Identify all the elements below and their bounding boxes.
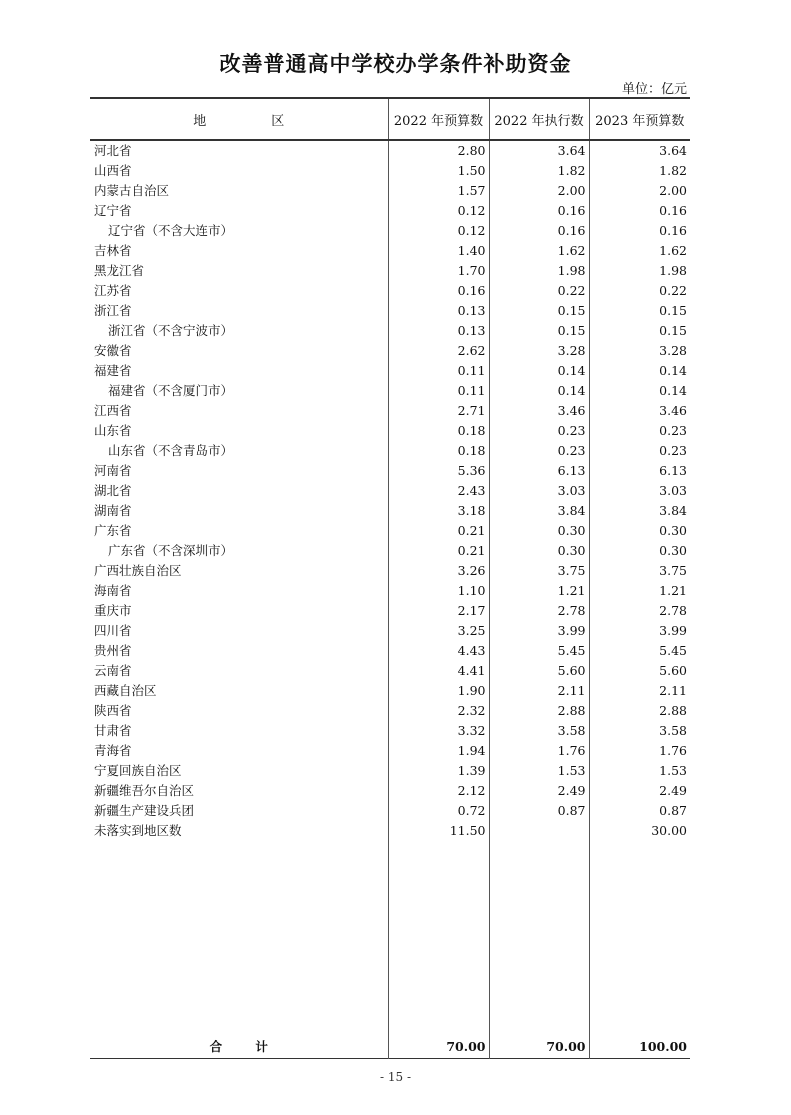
budget-2022-cell: 5.36 <box>388 461 489 481</box>
region-cell: 辽宁省（不含大连市） <box>108 223 234 238</box>
budget-2023-cell: 1.62 <box>589 241 690 261</box>
budget-2023-cell: 2.11 <box>589 681 690 701</box>
table-row <box>90 301 690 321</box>
total-2023-budget: 100.00 <box>589 1036 690 1059</box>
table-header <box>90 98 690 140</box>
budget-2022-cell: 0.11 <box>388 361 489 381</box>
budget-2023-cell: 30.00 <box>589 821 690 841</box>
budget-2023-cell: 3.75 <box>589 561 690 581</box>
table-row <box>90 601 690 621</box>
actual-2022-cell: 0.16 <box>489 221 589 241</box>
actual-2022-cell: 0.30 <box>489 521 589 541</box>
actual-2022-cell: 1.62 <box>489 241 589 261</box>
region-cell: 重庆市 <box>94 603 132 618</box>
budget-2023-cell: 3.84 <box>589 501 690 521</box>
budget-2022-cell: 3.26 <box>388 561 489 581</box>
budget-2022-cell: 1.57 <box>388 181 489 201</box>
region-cell: 湖北省 <box>94 483 132 498</box>
table-row <box>90 201 690 221</box>
budget-2022-cell: 11.50 <box>388 821 489 841</box>
header-2022-budget: 2022 年预算数 <box>388 98 489 140</box>
total-2022-budget: 70.00 <box>388 1036 489 1059</box>
budget-2023-cell: 0.14 <box>589 381 690 401</box>
region-cell: 贵州省 <box>94 643 132 658</box>
budget-2022-cell: 0.11 <box>388 381 489 401</box>
actual-2022-cell: 0.16 <box>489 201 589 221</box>
table-row <box>90 461 690 481</box>
table-row <box>90 521 690 541</box>
table-row <box>90 781 690 801</box>
region-cell: 内蒙古自治区 <box>94 183 170 198</box>
budget-2022-cell: 0.16 <box>388 281 489 301</box>
table-row <box>90 341 690 361</box>
region-cell: 新疆维吾尔自治区 <box>94 783 195 798</box>
table-row <box>90 261 690 281</box>
budget-2022-cell: 0.12 <box>388 221 489 241</box>
budget-2023-cell: 2.00 <box>589 181 690 201</box>
region-cell: 黑龙江省 <box>94 263 145 278</box>
table-row <box>90 581 690 601</box>
actual-2022-cell: 2.88 <box>489 701 589 721</box>
table-row <box>90 721 690 741</box>
budget-2023-cell: 2.88 <box>589 701 690 721</box>
actual-2022-cell: 0.15 <box>489 321 589 341</box>
budget-2023-cell: 2.78 <box>589 601 690 621</box>
actual-2022-cell: 2.00 <box>489 181 589 201</box>
budget-2023-cell: 1.53 <box>589 761 690 781</box>
region-cell: 广东省 <box>94 523 132 538</box>
actual-2022-cell: 1.98 <box>489 261 589 281</box>
table-row <box>90 221 690 241</box>
budget-2022-cell: 2.32 <box>388 701 489 721</box>
budget-2022-cell: 2.43 <box>388 481 489 501</box>
table-row <box>90 321 690 341</box>
region-cell: 广东省（不含深圳市） <box>108 543 234 558</box>
budget-2022-cell: 0.21 <box>388 541 489 561</box>
table-row <box>90 361 690 381</box>
table-row <box>90 761 690 781</box>
budget-2022-cell: 0.12 <box>388 201 489 221</box>
table-row <box>90 541 690 561</box>
table-row <box>90 381 690 401</box>
region-cell: 广西壮族自治区 <box>94 563 182 578</box>
table-row <box>90 161 690 181</box>
region-cell: 辽宁省 <box>94 203 132 218</box>
region-cell: 吉林省 <box>94 243 132 258</box>
total-row <box>90 1036 690 1059</box>
budget-2023-cell: 1.76 <box>589 741 690 761</box>
actual-2022-cell: 3.46 <box>489 401 589 421</box>
region-cell: 山东省（不含青岛市） <box>108 443 234 458</box>
budget-2022-cell: 1.90 <box>388 681 489 701</box>
actual-2022-cell: 1.53 <box>489 761 589 781</box>
region-cell: 山东省 <box>94 423 132 438</box>
region-cell: 未落实到地区数 <box>94 823 182 838</box>
budget-2022-cell: 1.10 <box>388 581 489 601</box>
table-row <box>90 501 690 521</box>
table-row <box>90 241 690 261</box>
budget-2022-cell: 1.39 <box>388 761 489 781</box>
budget-2023-cell: 1.21 <box>589 581 690 601</box>
actual-2022-cell: 6.13 <box>489 461 589 481</box>
unit-label: 单位：亿元 <box>621 82 687 97</box>
budget-2023-cell: 1.98 <box>589 261 690 281</box>
actual-2022-cell: 3.99 <box>489 621 589 641</box>
region-cell: 甘肃省 <box>94 723 132 738</box>
table-row <box>90 421 690 441</box>
region-cell: 新疆生产建设兵团 <box>94 803 195 818</box>
table-row <box>90 821 690 841</box>
region-cell: 西藏自治区 <box>94 683 157 698</box>
region-cell: 河南省 <box>94 463 132 478</box>
budget-2023-cell: 3.46 <box>589 401 690 421</box>
region-cell: 湖南省 <box>94 503 132 518</box>
budget-2022-cell: 2.17 <box>388 601 489 621</box>
total-2022-actual: 70.00 <box>489 1036 589 1059</box>
region-cell: 陕西省 <box>94 703 132 718</box>
budget-2022-cell: 1.50 <box>388 161 489 181</box>
region-cell: 宁夏回族自治区 <box>94 763 182 778</box>
funding-table <box>90 97 690 1059</box>
region-cell: 福建省 <box>94 363 132 378</box>
budget-2023-cell: 5.45 <box>589 641 690 661</box>
actual-2022-cell: 0.23 <box>489 421 589 441</box>
region-cell: 青海省 <box>94 743 132 758</box>
budget-2022-cell: 2.80 <box>388 140 489 161</box>
budget-2023-cell: 3.99 <box>589 621 690 641</box>
actual-2022-cell: 0.14 <box>489 381 589 401</box>
budget-2023-cell: 3.03 <box>589 481 690 501</box>
actual-2022-cell: 0.23 <box>489 441 589 461</box>
actual-2022-cell: 1.82 <box>489 161 589 181</box>
actual-2022-cell: 0.22 <box>489 281 589 301</box>
actual-2022-cell: 3.75 <box>489 561 589 581</box>
actual-2022-cell: 0.14 <box>489 361 589 381</box>
table-row <box>90 281 690 301</box>
header-2023-budget: 2023 年预算数 <box>589 98 690 140</box>
budget-2022-cell: 0.72 <box>388 801 489 821</box>
budget-2023-cell: 3.58 <box>589 721 690 741</box>
region-cell: 河北省 <box>94 143 132 158</box>
region-cell: 江苏省 <box>94 283 132 298</box>
table-row <box>90 481 690 501</box>
budget-2022-cell: 4.43 <box>388 641 489 661</box>
budget-2023-cell: 0.30 <box>589 521 690 541</box>
budget-2022-cell: 3.25 <box>388 621 489 641</box>
table-row <box>90 641 690 661</box>
budget-2022-cell: 3.32 <box>388 721 489 741</box>
table-row <box>90 621 690 641</box>
actual-2022-cell: 2.78 <box>489 601 589 621</box>
table-row <box>90 681 690 701</box>
budget-2022-cell: 0.13 <box>388 301 489 321</box>
table-row <box>90 181 690 201</box>
budget-2023-cell: 2.49 <box>589 781 690 801</box>
table-row <box>90 701 690 721</box>
budget-2023-cell: 0.22 <box>589 281 690 301</box>
budget-2023-cell: 3.28 <box>589 341 690 361</box>
budget-2022-cell: 1.40 <box>388 241 489 261</box>
table-row <box>90 661 690 681</box>
table-row <box>90 801 690 821</box>
budget-2022-cell: 0.21 <box>388 521 489 541</box>
budget-2023-cell: 0.23 <box>589 441 690 461</box>
budget-2023-cell: 6.13 <box>589 461 690 481</box>
table-row <box>90 441 690 461</box>
budget-2023-cell: 0.15 <box>589 301 690 321</box>
budget-2023-cell: 3.64 <box>589 140 690 161</box>
budget-2023-cell: 5.60 <box>589 661 690 681</box>
budget-2022-cell: 0.18 <box>388 441 489 461</box>
budget-2023-cell: 0.14 <box>589 361 690 381</box>
page-number: - 15 - <box>379 1070 411 1084</box>
table-row <box>90 741 690 761</box>
budget-2023-cell: 0.87 <box>589 801 690 821</box>
actual-2022-cell: 0.30 <box>489 541 589 561</box>
actual-2022-cell: 2.49 <box>489 781 589 801</box>
budget-2023-cell: 0.15 <box>589 321 690 341</box>
page-title: 改善普通高中学校办学条件补助资金 <box>219 51 572 76</box>
actual-2022-cell: 3.28 <box>489 341 589 361</box>
region-cell: 福建省（不含厦门市） <box>108 383 234 398</box>
budget-2022-cell: 3.18 <box>388 501 489 521</box>
budget-2022-cell: 1.70 <box>388 261 489 281</box>
blank-space <box>90 841 690 1036</box>
budget-2022-cell: 0.13 <box>388 321 489 341</box>
budget-2022-cell: 2.71 <box>388 401 489 421</box>
table-row <box>90 140 690 161</box>
actual-2022-cell: 0.15 <box>489 301 589 321</box>
budget-2023-cell: 1.82 <box>589 161 690 181</box>
region-cell: 安徽省 <box>94 343 132 358</box>
header-2022-actual: 2022 年执行数 <box>489 98 589 140</box>
total-label-b: 计 <box>255 1039 268 1054</box>
budget-2023-cell: 0.23 <box>589 421 690 441</box>
region-cell: 海南省 <box>94 583 132 598</box>
region-cell: 江西省 <box>94 403 132 418</box>
actual-2022-cell: 5.45 <box>489 641 589 661</box>
table-row <box>90 401 690 421</box>
actual-2022-cell: 3.64 <box>489 140 589 161</box>
region-cell: 山西省 <box>94 163 132 178</box>
budget-2022-cell: 0.18 <box>388 421 489 441</box>
header-region: 地 区 <box>193 113 285 129</box>
actual-2022-cell: 3.84 <box>489 501 589 521</box>
actual-2022-cell: 0.87 <box>489 801 589 821</box>
budget-2023-cell: 0.16 <box>589 221 690 241</box>
budget-2022-cell: 1.94 <box>388 741 489 761</box>
budget-2023-cell: 0.30 <box>589 541 690 561</box>
budget-2022-cell: 2.62 <box>388 341 489 361</box>
total-label-a: 合 <box>209 1039 223 1054</box>
actual-2022-cell: 2.11 <box>489 681 589 701</box>
actual-2022-cell: 5.60 <box>489 661 589 681</box>
region-cell: 四川省 <box>94 623 132 638</box>
region-cell: 浙江省（不含宁波市） <box>108 323 234 338</box>
budget-2022-cell: 4.41 <box>388 661 489 681</box>
region-cell: 云南省 <box>94 663 132 678</box>
budget-2022-cell: 2.12 <box>388 781 489 801</box>
actual-2022-cell <box>489 821 589 841</box>
actual-2022-cell: 1.76 <box>489 741 589 761</box>
actual-2022-cell: 1.21 <box>489 581 589 601</box>
budget-2023-cell: 0.16 <box>589 201 690 221</box>
actual-2022-cell: 3.03 <box>489 481 589 501</box>
region-cell: 浙江省 <box>94 303 132 318</box>
actual-2022-cell: 3.58 <box>489 721 589 741</box>
table-row <box>90 561 690 581</box>
